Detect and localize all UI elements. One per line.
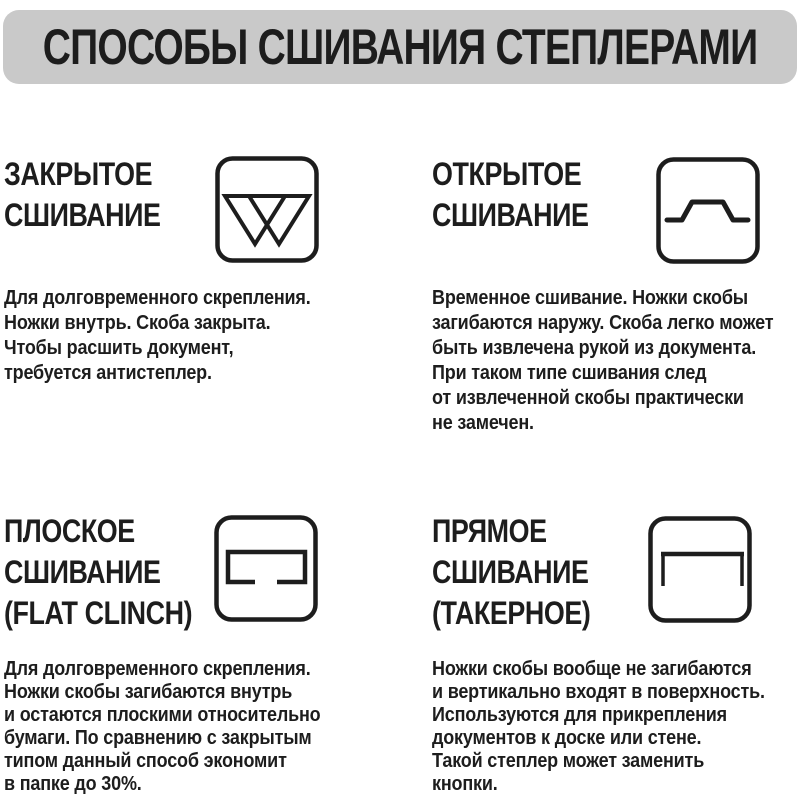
- description-line: загибаются наружу. Скоба легко может: [432, 312, 774, 334]
- page-title: СПОСОБЫ СШИВАНИЯ СТЕПЛЕРАМИ: [42, 19, 758, 75]
- description-line: Ножки скобы загибаются внутрь: [4, 681, 293, 703]
- heading-line: СШИВАНИЕ: [4, 197, 161, 233]
- description-line: в папке до 30%.: [4, 773, 142, 795]
- section-description: [432, 658, 765, 796]
- section-description: [4, 286, 311, 386]
- tacker-stitch-icon: [648, 516, 752, 623]
- flat-clinch-icon: [214, 515, 318, 622]
- section-open-stitching: [432, 140, 800, 470]
- description-line: Для долговременного скрепления.: [4, 287, 311, 309]
- heading-line: СШИВАНИЕ: [4, 554, 161, 590]
- section-heading: [432, 511, 590, 634]
- description-line: Ножки внутрь. Скоба закрыта.: [4, 312, 271, 334]
- section-description: [4, 658, 320, 796]
- closed-stitch-icon: [215, 156, 319, 263]
- heading-line: ПРЯМОЕ: [432, 513, 547, 549]
- description-line: Такой степлер может заменить: [432, 750, 705, 772]
- heading-line: (ТАКЕРНОЕ): [432, 595, 591, 631]
- heading-line: СШИВАНИЕ: [432, 197, 589, 233]
- description-line: Временное сшивание. Ножки скобы: [432, 287, 748, 309]
- description-line: Для долговременного скрепления.: [4, 658, 311, 680]
- title-banner: [3, 10, 797, 84]
- heading-line: СШИВАНИЕ: [432, 554, 589, 590]
- description-line: не замечен.: [432, 412, 534, 434]
- description-line: Ножки скобы вообще не загибаются: [432, 658, 752, 680]
- heading-line: (FLAT CLINCH): [4, 595, 193, 631]
- section-heading: [4, 511, 192, 634]
- description-line: требуется антистеплер.: [4, 362, 212, 384]
- description-line: быть извлечена рукой из документа.: [432, 337, 757, 359]
- description-line: Используются для прикрепления: [432, 704, 728, 726]
- description-line: бумаги. По сравнению с закрытым: [4, 727, 312, 749]
- heading-line: ОТКРЫТОЕ: [432, 156, 582, 192]
- description-line: и остаются плоскими относительно: [4, 704, 321, 726]
- section-direct-tacker-stitching: [432, 495, 800, 800]
- description-line: При таком типе сшивания след: [432, 362, 707, 384]
- description-line: и вертикально входят в поверхность.: [432, 681, 765, 703]
- section-description: [432, 286, 773, 436]
- description-line: документов к доске или стене.: [432, 727, 702, 749]
- description-line: от извлеченной скобы практически: [432, 387, 744, 409]
- heading-line: ПЛОСКОЕ: [4, 513, 135, 549]
- description-line: кнопки.: [432, 773, 498, 795]
- section-heading: [4, 154, 161, 236]
- open-stitch-icon: [656, 157, 760, 264]
- section-closed-stitching: [4, 140, 404, 470]
- description-line: типом данный способ экономит: [4, 750, 287, 772]
- description-line: Чтобы расшить документ,: [4, 337, 234, 359]
- section-flat-clinch-stitching: [4, 495, 404, 800]
- heading-line: ЗАКРЫТОЕ: [4, 156, 153, 192]
- section-heading: [432, 154, 589, 236]
